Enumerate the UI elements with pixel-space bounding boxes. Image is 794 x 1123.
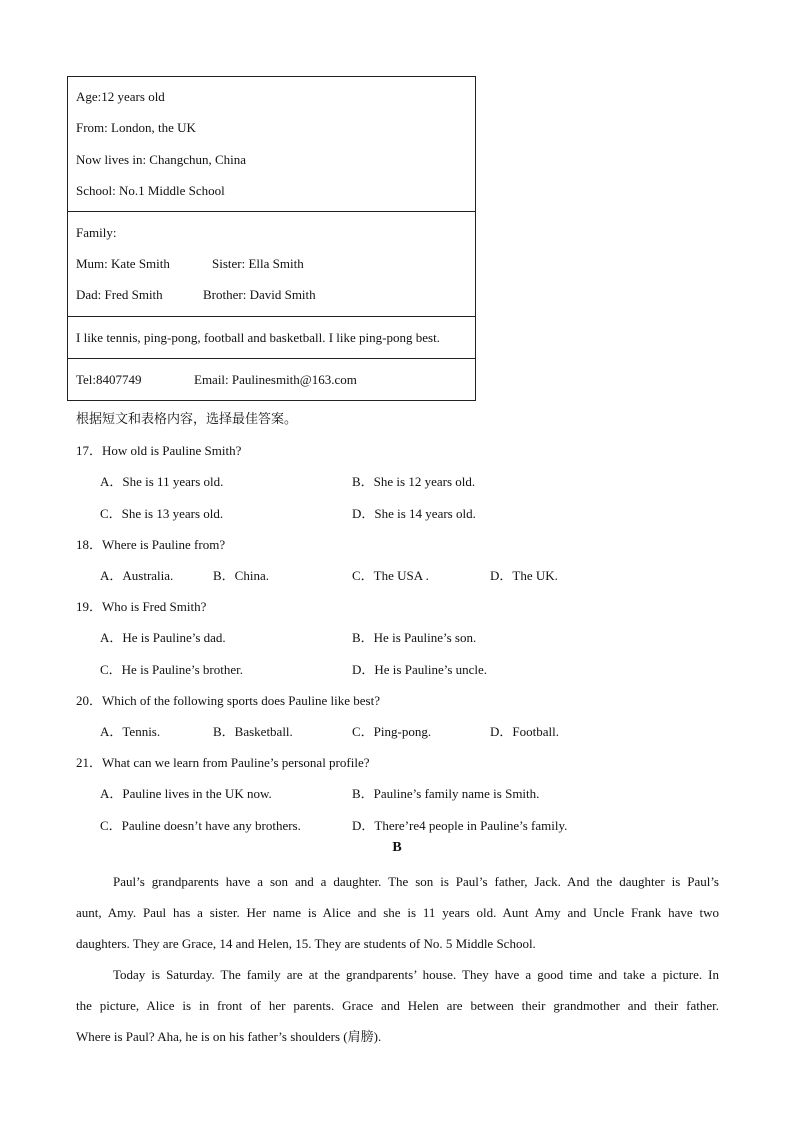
answer-option[interactable]: B．She is 12 years old. — [352, 474, 476, 489]
profile-lives: Now lives in: Changchun, China — [76, 152, 247, 167]
answer-option[interactable]: A．He is Pauline’s dad. — [100, 630, 226, 645]
question-stem: 20．Which of the following sports does Pauline like best? — [76, 693, 381, 708]
passage-line: Where is Paul? Aha, he is on his father’s shoulders (肩膀). — [76, 1029, 382, 1044]
answer-option[interactable]: B．Pauline’s family name is Smith. — [352, 786, 540, 801]
answer-option[interactable]: D．He is Pauline’s uncle. — [352, 662, 488, 677]
profile-likes: I like tennis, ping-pong, football and basketball. I like ping-pong best. — [76, 330, 440, 345]
profile-mum: Mum: Kate Smith — [76, 256, 170, 271]
question-stem: 17．How old is Pauline Smith? — [76, 443, 242, 458]
passage-line: Today is Saturday. The family are at the grandparents’ house. They have a good time and take a picture. In — [113, 967, 719, 982]
profile-family-label: Family: — [76, 225, 117, 240]
profile-sister: Sister: Ella Smith — [212, 256, 304, 271]
question-stem: 18．Where is Pauline from? — [76, 537, 226, 552]
section-heading: B — [392, 840, 402, 855]
profile-tel: Tel:8407749 — [76, 372, 142, 387]
answer-option[interactable]: B．Basketball. — [213, 724, 293, 739]
answer-option[interactable]: D．The UK. — [490, 568, 558, 583]
answer-option[interactable]: A．Tennis. — [100, 724, 161, 739]
answer-option[interactable]: C．He is Pauline’s brother. — [100, 662, 243, 677]
question-stem: 21．What can we learn from Pauline’s personal profile? — [76, 755, 370, 770]
passage-line: Paul’s grandparents have a son and a daughter. The son is Paul’s father, Jack. And the daughter is Paul’s — [113, 874, 719, 889]
question-stem: 19．Who is Fred Smith? — [76, 599, 207, 614]
answer-option[interactable]: C．Ping-pong. — [352, 724, 432, 739]
answer-option[interactable]: A．Australia. — [100, 568, 174, 583]
profile-dad: Dad: Fred Smith — [76, 287, 163, 302]
passage-paragraph — [76, 866, 719, 959]
instruction: 根据短文和表格内容，选择最佳答案。 — [76, 412, 298, 427]
answer-option[interactable]: A．She is 11 years old. — [100, 474, 224, 489]
answer-option[interactable]: D．Football. — [490, 724, 559, 739]
answer-option[interactable]: B．He is Pauline’s son. — [352, 630, 477, 645]
answer-option[interactable]: A．Pauline lives in the UK now. — [100, 786, 272, 801]
passage-line: the picture, Alice is in front of her parents. Grace and Helen are between their grandmother and their father. — [76, 998, 719, 1013]
answer-option[interactable]: B．China. — [213, 568, 269, 583]
answer-option[interactable]: C．Pauline doesn’t have any brothers. — [100, 818, 301, 833]
profile-card — [67, 76, 476, 401]
profile-from: From: London, the UK — [76, 120, 196, 135]
divider — [68, 316, 475, 317]
passage-line: aunt, Amy. Paul has a sister. Her name is Alice and she is 11 years old. Aunt Amy and Uncle Frank have two — [76, 905, 719, 920]
answer-option[interactable]: D．She is 14 years old. — [352, 506, 476, 521]
divider — [68, 358, 475, 359]
passage-paragraph — [76, 959, 719, 1052]
profile-brother: Brother: David Smith — [203, 287, 316, 302]
profile-email: Email: Paulinesmith@163.com — [194, 372, 357, 387]
answer-option[interactable]: D．There’re4 people in Pauline’s family. — [352, 818, 568, 833]
passage-line: daughters. They are Grace, 14 and Helen, 15. They are students of No. 5 Middle School. — [76, 936, 536, 951]
answer-option[interactable]: C．The USA . — [352, 568, 429, 583]
divider — [68, 211, 475, 212]
profile-school: School: No.1 Middle School — [76, 183, 225, 198]
profile-age: Age:12 years old — [76, 89, 165, 104]
answer-option[interactable]: C．She is 13 years old. — [100, 506, 224, 521]
